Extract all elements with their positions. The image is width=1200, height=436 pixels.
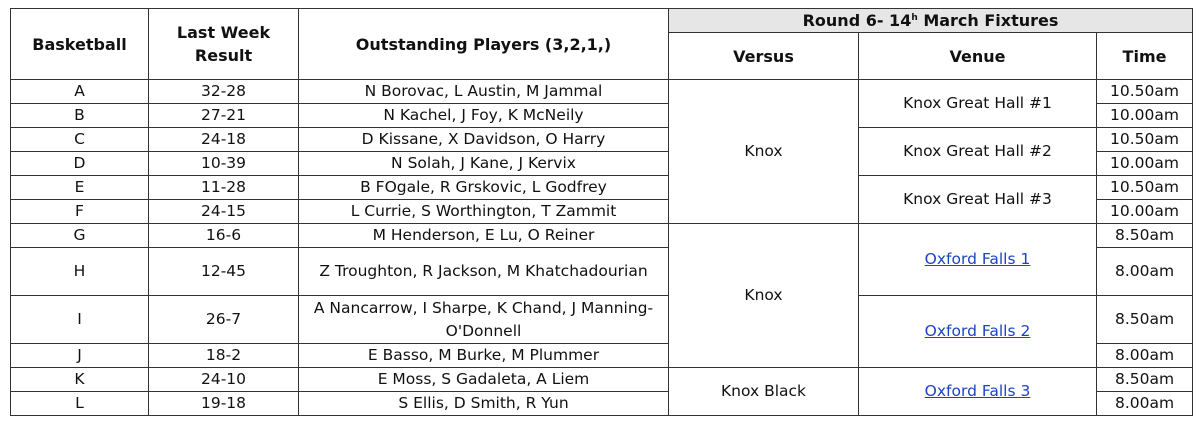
time-cell: 8.00am xyxy=(1097,392,1193,416)
team-cell: G xyxy=(11,224,149,248)
versus-cell: Knox xyxy=(669,80,859,224)
col-header-outstanding-players: Outstanding Players (3,2,1,) xyxy=(299,9,669,80)
round-title-ordinal: h xyxy=(911,13,918,23)
col-header-time: Time xyxy=(1097,33,1193,80)
col-header-venue: Venue xyxy=(859,33,1097,80)
versus-cell: Knox Black xyxy=(669,368,859,416)
venue-link-oxford-falls-3[interactable]: Oxford Falls 3 xyxy=(924,382,1031,400)
table-row xyxy=(11,224,1193,248)
team-cell: L xyxy=(11,392,149,416)
round-title-tail: March Fixtures xyxy=(917,11,1059,30)
venue-cell xyxy=(859,368,1097,416)
team-cell: K xyxy=(11,368,149,392)
fixtures-table xyxy=(10,8,1193,416)
team-cell: B xyxy=(11,104,149,128)
venue-link-oxford-falls-2[interactable]: Oxford Falls 2 xyxy=(924,322,1031,340)
result-cell: 24-18 xyxy=(149,128,299,152)
time-cell: 10.50am xyxy=(1097,176,1193,200)
result-cell: 26-7 xyxy=(149,296,299,344)
result-cell: 24-10 xyxy=(149,368,299,392)
time-cell: 8.50am xyxy=(1097,224,1193,248)
table-row xyxy=(11,80,1193,104)
players-cell: E Moss, S Gadaleta, A Liem xyxy=(299,368,669,392)
players-cell: N Solah, J Kane, J Kervix xyxy=(299,152,669,176)
result-cell: 11-28 xyxy=(149,176,299,200)
table-row xyxy=(11,128,1193,152)
result-cell: 16-6 xyxy=(149,224,299,248)
col-header-basketball: Basketball xyxy=(11,9,149,80)
players-cell: E Basso, M Burke, M Plummer xyxy=(299,344,669,368)
time-cell: 10.50am xyxy=(1097,80,1193,104)
result-cell: 19-18 xyxy=(149,392,299,416)
result-cell: 18-2 xyxy=(149,344,299,368)
players-cell: B FOgale, R Grskovic, L Godfrey xyxy=(299,176,669,200)
result-cell: 12-45 xyxy=(149,248,299,296)
time-cell: 8.00am xyxy=(1097,344,1193,368)
versus-cell: Knox xyxy=(669,224,859,368)
time-cell: 10.50am xyxy=(1097,128,1193,152)
table-row xyxy=(11,176,1193,200)
team-cell: I xyxy=(11,296,149,344)
result-cell: 32-28 xyxy=(149,80,299,104)
time-cell: 10.00am xyxy=(1097,200,1193,224)
round-title xyxy=(669,9,1193,33)
venue-cell xyxy=(859,296,1097,368)
result-cell: 27-21 xyxy=(149,104,299,128)
table-row xyxy=(11,368,1193,392)
col-header-last-week-result: Last Week Result xyxy=(149,9,299,80)
round-title-main: Round 6- 14 xyxy=(802,11,912,30)
venue-cell xyxy=(859,224,1097,296)
team-cell: E xyxy=(11,176,149,200)
players-cell: A Nancarrow, I Sharpe, K Chand, J Manning-O'Donnell xyxy=(299,296,669,344)
col-header-versus: Versus xyxy=(669,33,859,80)
team-cell: A xyxy=(11,80,149,104)
players-cell: L Currie, S Worthington, T Zammit xyxy=(299,200,669,224)
team-cell: H xyxy=(11,248,149,296)
venue-cell: Knox Great Hall #3 xyxy=(859,176,1097,224)
result-cell: 10-39 xyxy=(149,152,299,176)
players-cell: Z Troughton, R Jackson, M Khatchadourian xyxy=(299,248,669,296)
team-cell: D xyxy=(11,152,149,176)
team-cell: C xyxy=(11,128,149,152)
team-cell: F xyxy=(11,200,149,224)
time-cell: 8.50am xyxy=(1097,368,1193,392)
players-cell: D Kissane, X Davidson, O Harry xyxy=(299,128,669,152)
time-cell: 10.00am xyxy=(1097,104,1193,128)
players-cell: S Ellis, D Smith, R Yun xyxy=(299,392,669,416)
players-cell: M Henderson, E Lu, O Reiner xyxy=(299,224,669,248)
time-cell: 8.00am xyxy=(1097,248,1193,296)
time-cell: 8.50am xyxy=(1097,296,1193,344)
table-row xyxy=(11,296,1193,344)
result-cell: 24-15 xyxy=(149,200,299,224)
venue-cell: Knox Great Hall #2 xyxy=(859,128,1097,176)
time-cell: 10.00am xyxy=(1097,152,1193,176)
team-cell: J xyxy=(11,344,149,368)
players-cell: N Kachel, J Foy, K McNeily xyxy=(299,104,669,128)
players-cell: N Borovac, L Austin, M Jammal xyxy=(299,80,669,104)
venue-link-oxford-falls-1[interactable]: Oxford Falls 1 xyxy=(924,250,1031,268)
venue-cell: Knox Great Hall #1 xyxy=(859,80,1097,128)
